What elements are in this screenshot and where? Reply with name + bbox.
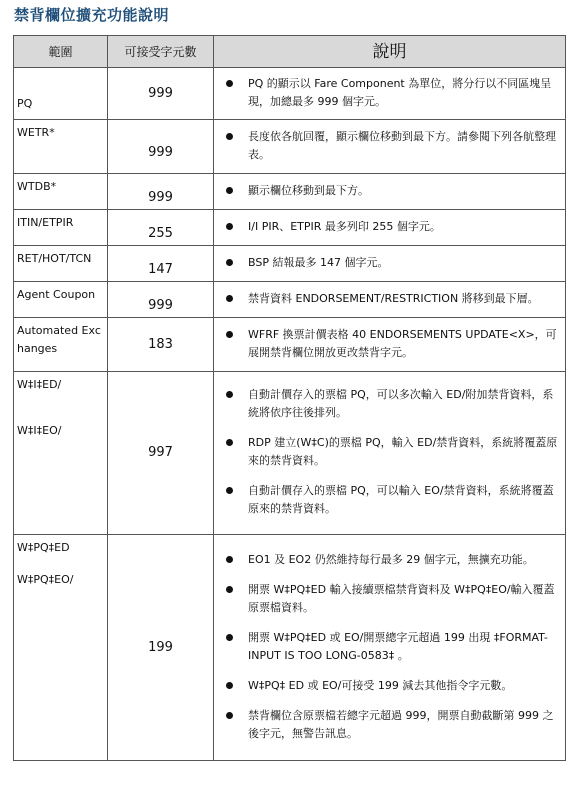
char-limit-cell: 999	[108, 282, 214, 318]
description-item: PQ 的顯示以 Fare Component 為單位，將分行以不同區塊呈現，加總最多 999 個字元。	[222, 75, 559, 111]
description-item: 長度依各航回覆，顯示欄位移動到最下方。請參閱下列各航整理表。	[222, 128, 559, 164]
scope-label: RET/HOT/TCN	[17, 252, 92, 265]
description-cell	[214, 282, 566, 318]
scope-label: W‡PQ‡ED	[17, 541, 70, 554]
table-row	[14, 174, 566, 210]
header-description: 說明	[214, 36, 566, 68]
scope-label: W‡PQ‡EO/	[17, 573, 74, 586]
scope-cell	[14, 246, 108, 282]
table-row	[14, 68, 566, 120]
description-item: 開票 W‡PQ‡ED 輸入接續票檔禁背資料及 W‡PQ‡EO/輸入覆蓋原票檔資料。	[222, 581, 559, 617]
scope-cell	[14, 282, 108, 318]
bullet-icon	[226, 187, 233, 194]
description-cell	[214, 318, 566, 372]
description-item: 自動計價存入的票檔 PQ，可以多次輸入 ED/附加禁背資料，系統將依序往後排列。	[222, 386, 559, 422]
description-item: BSP 結報最多 147 個字元。	[222, 254, 559, 272]
bullet-icon	[226, 487, 233, 494]
description-cell	[214, 372, 566, 535]
char-limit-cell: 255	[108, 210, 214, 246]
description-item: WFRF 換票計價表格 40 ENDORSEMENTS UPDATE<X>，可展開禁背欄位開放更改禁背字元。	[222, 326, 559, 362]
bullet-icon	[226, 331, 233, 338]
scope-label: WETR*	[17, 126, 55, 139]
bullet-icon	[226, 712, 233, 719]
scope-label: Automated Exchanges	[17, 324, 101, 355]
scope-cell	[14, 174, 108, 210]
bullet-icon	[226, 556, 233, 563]
table-row	[14, 120, 566, 174]
description-item: 禁背欄位含原票檔若總字元超過 999，開票自動截斷第 999 之後字元，無警告訊息。	[222, 707, 559, 743]
bullet-icon	[226, 586, 233, 593]
description-item: 開票 W‡PQ‡ED 或 EO/開票總字元超過 199 出現 ‡FORMAT- INPUT IS TOO LONG-0583‡ 。	[222, 629, 559, 665]
scope-label: PQ	[17, 97, 33, 110]
description-cell	[214, 68, 566, 120]
description-item: 自動計價存入的票檔 PQ，可以輸入 EO/禁背資料，系統將覆蓋原來的禁背資料。	[222, 482, 559, 518]
table-row	[14, 535, 566, 761]
header-char-limit: 可接受字元數	[108, 36, 214, 68]
description-item: 禁背資料 ENDORSEMENT/RESTRICTION 將移到最下層。	[222, 290, 559, 308]
table-row	[14, 282, 566, 318]
scope-cell	[14, 68, 108, 120]
char-limit-cell: 147	[108, 246, 214, 282]
description-cell	[214, 174, 566, 210]
scope-label: W‡I‡ED/	[17, 378, 62, 391]
scope-label: WTDB*	[17, 180, 57, 193]
bullet-icon	[226, 634, 233, 641]
bullet-icon	[226, 295, 233, 302]
endorsement-spec-table	[13, 35, 566, 761]
description-item: RDP 建立(W‡C)的票檔 PQ，輸入 ED/禁背資料，系統將覆蓋原來的禁背資料。	[222, 434, 559, 470]
description-cell	[214, 246, 566, 282]
bullet-icon	[226, 259, 233, 266]
char-limit-cell: 999	[108, 120, 214, 174]
char-limit-cell: 183	[108, 318, 214, 372]
bullet-icon	[226, 439, 233, 446]
description-cell	[214, 210, 566, 246]
scope-label: ITIN/ETPIR	[17, 216, 74, 229]
bullet-icon	[226, 80, 233, 87]
bullet-icon	[226, 682, 233, 689]
bullet-icon	[226, 391, 233, 398]
table-row	[14, 210, 566, 246]
description-item: 顯示欄位移動到最下方。	[222, 182, 559, 200]
bullet-icon	[226, 223, 233, 230]
table-header-row	[14, 36, 566, 68]
description-item: EO1 及 EO2 仍然維持每行最多 29 個字元，無擴充功能。	[222, 551, 559, 569]
char-limit-cell: 199	[108, 535, 214, 761]
table-row	[14, 318, 566, 372]
description-cell	[214, 120, 566, 174]
scope-cell	[14, 318, 108, 372]
table-row	[14, 372, 566, 535]
char-limit-cell: 999	[108, 174, 214, 210]
page-title: 禁背欄位擴充功能說明	[14, 6, 170, 24]
scope-label: Agent Coupon	[17, 288, 96, 301]
description-cell	[214, 535, 566, 761]
char-limit-cell: 999	[108, 68, 214, 120]
scope-cell	[14, 535, 108, 761]
scope-cell	[14, 372, 108, 535]
scope-label: W‡I‡EO/	[17, 424, 62, 437]
scope-cell	[14, 210, 108, 246]
bullet-icon	[226, 133, 233, 140]
scope-cell	[14, 120, 108, 174]
table-row	[14, 246, 566, 282]
header-scope: 範圍	[14, 36, 108, 68]
description-item: W‡PQ‡ ED 或 EO/可接受 199 減去其他指令字元數。	[222, 677, 559, 695]
description-item: I/I PIR、ETPIR 最多列印 255 個字元。	[222, 218, 559, 236]
char-limit-cell: 997	[108, 372, 214, 535]
